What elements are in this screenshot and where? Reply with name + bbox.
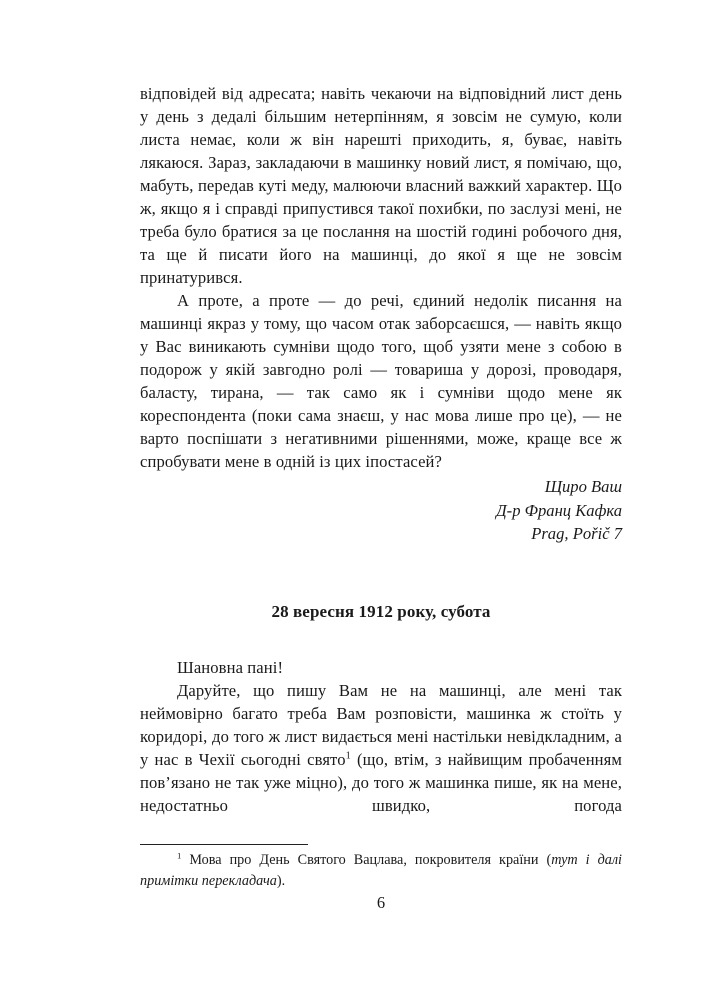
footnote-text: Мова про День Святого Вацлава, покровителя країни ( <box>181 852 552 868</box>
signature-line: Prag, Pořič 7 <box>531 524 622 543</box>
letter-paragraph <box>140 679 622 817</box>
footnote <box>140 850 622 891</box>
footnote-text: ). <box>276 872 286 889</box>
letter-text: Даруйте, що пишу Вам не на машинці, але мені так неймовірно багато треба Вам розповісти, машинка ж стоїть у коридорі, до того ж лист видається мені настільки невідкладним, а у нас в Чехії сьогодні свято <box>140 680 622 769</box>
letter-salutation: Шановна пані! <box>177 657 284 677</box>
text-block <box>140 82 622 817</box>
signature-line: Щиро Ваш <box>544 477 622 496</box>
page-number: 6 <box>376 893 386 912</box>
paragraph-continuation: відповідей від адресата; навіть чекаючи на відповідний лист день у день з дедалі більшим нетерпінням, я зовсім не сумую, коли листа немає, коли ж він нарешті приходить, я, буває, навіть лякаюся. Зараз, закладаючи в машинку новий лист, я помічаю, що, мабуть, передав куті меду, малюючи власний важкий характер. Що ж, якщо я і справді припустився такої похибки, по заслузі мені, не треба було братися за це послання на шостій годині робочого дня, та ще й писати його на машинці, до якої я ще не зовсім принатурився. <box>140 84 622 287</box>
date-heading: 28 вересня 1912 року, субота <box>271 601 491 621</box>
paragraph: А проте, а проте — до речі, єдиний недолік писання на машинці якраз у тому, що часом отак заборсаєшся, — навіть якщо у Вас виникають сумніви щодо того, щоб узяти мене з собою в подорож у якій завгодно ролі — товариша у дорозі, проводаря, баласту, тирана, — так само як і сумніви щодо мене як кореспондента (поки сама знаєш, у нас мова лише про це), — не варто поспішати з негативними рішеннями, може, краще все ж спробувати мене в одній із цих іпостасей? <box>140 291 622 471</box>
footnote-area <box>140 844 622 891</box>
footnote-marker: 1 <box>177 850 182 861</box>
signature-line: Д-р Франц Кафка <box>496 500 622 520</box>
signature-block <box>140 475 622 546</box>
footnote-text-italic: тут і далі примітки перекладача <box>140 852 623 889</box>
footnote-reference: 1 <box>345 749 351 761</box>
letter-text: (що, втім, з найвищим пробаченням пов’язано не так уже міцно), до того ж машинка пише, як на мене, недостатньо швидко, погода <box>140 749 622 815</box>
footnote-separator <box>140 844 308 845</box>
